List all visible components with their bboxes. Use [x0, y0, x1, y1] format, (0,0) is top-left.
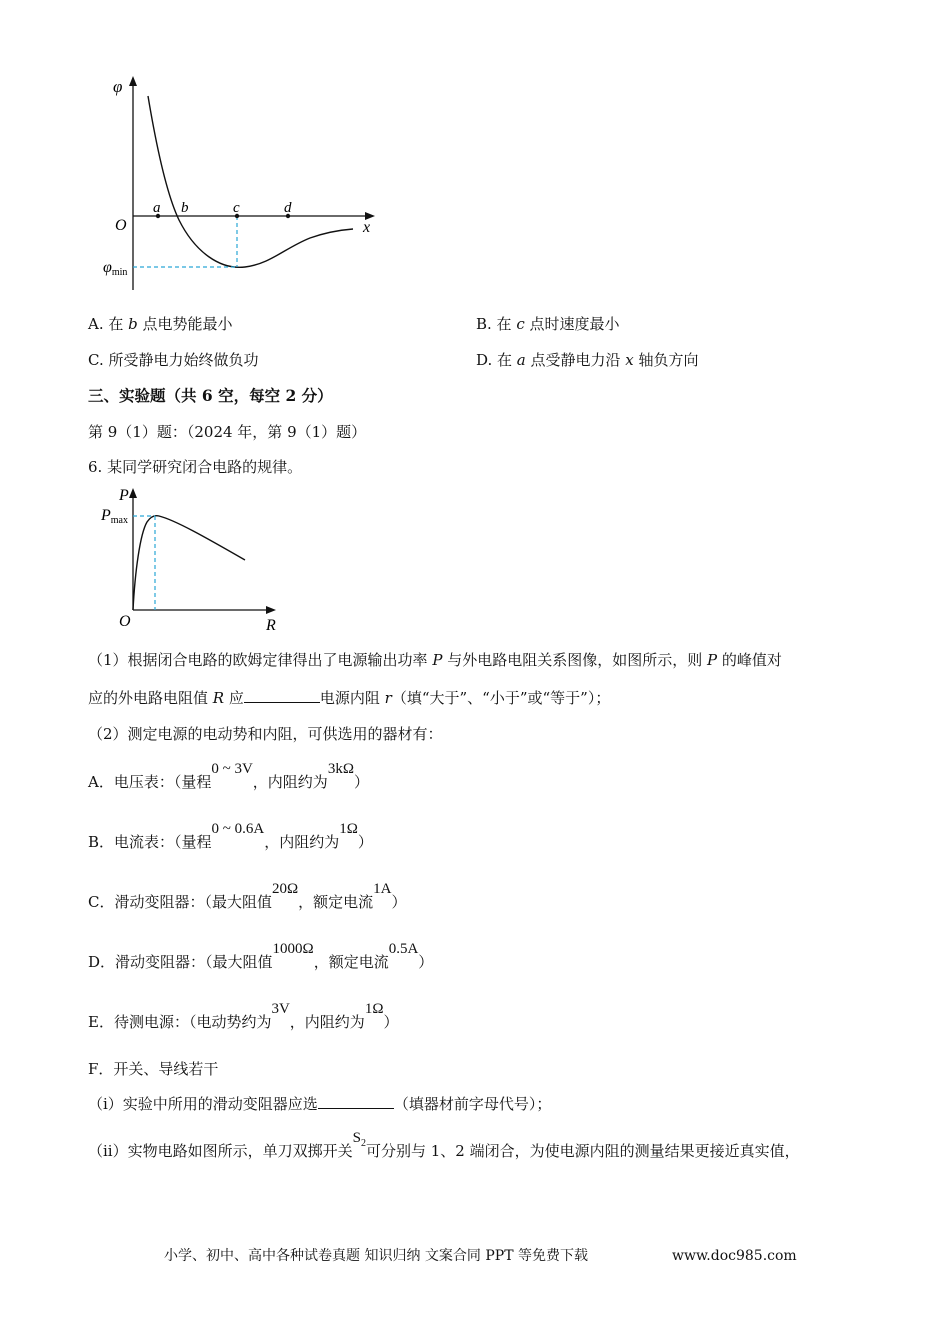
potential-graph	[95, 70, 395, 300]
graph2-x-label: R	[266, 617, 276, 634]
equipment-b: B．电流表：（量程0 ~ 0.6A，内阻约为1Ω）	[88, 821, 373, 851]
r-axis-arrow	[266, 606, 276, 614]
part1-line2: 应的外电路电阻值 R 应 电源内阻 r（填“大于”、“小于”或“等于”）；	[88, 689, 611, 707]
question-6-stem: 6. 某同学研究闭合电路的规律。	[88, 458, 303, 476]
equipment-e: E．待测电源：（电动势约为3V，内阻约为1Ω）	[88, 1001, 399, 1031]
part1-line1: （1）根据闭合电路的欧姆定律得出了电源输出功率 P 与外电路电阻关系图像，如图所示，则 P 的峰值对	[88, 651, 782, 669]
point-c-label: c	[233, 200, 240, 216]
part2-intro: （2）测定电源的电动势和内阻，可供选用的器材有：	[88, 725, 443, 743]
graph2-y-label: P	[119, 487, 129, 504]
equipment-d: D．滑动变阻器：（最大阻值1000Ω，额定电流0.5A）	[88, 941, 434, 971]
equipment-a: A．电压表：（量程0 ~ 3V，内阻约为3kΩ）	[88, 761, 369, 791]
option-d: D. 在 a 点受静电力沿 x 轴负方向	[476, 351, 699, 369]
footer-text: 小学、初中、高中各种试卷真题 知识归纳 文案合同 PPT 等免费下载	[164, 1248, 588, 1264]
option-c: C. 所受静电力始终做负功	[88, 351, 259, 369]
point-a-label: a	[153, 200, 161, 216]
point-d-label: d	[284, 200, 292, 216]
power-curve	[133, 516, 245, 610]
graph1-origin-label: O	[115, 217, 127, 234]
graph1-y-label: φ	[113, 77, 123, 96]
section-title: 三、实验题（共 6 空，每空 2 分）	[88, 386, 333, 405]
part2-i: （i）实验中所用的滑动变阻器应选 （填器材前字母代号）；	[88, 1095, 552, 1113]
footer-url[interactable]: www.doc985.com	[672, 1248, 797, 1264]
p-axis-arrow	[129, 488, 137, 498]
equipment-c: C．滑动变阻器：（最大阻值20Ω，额定电流1A）	[88, 881, 407, 911]
potential-curve	[148, 96, 353, 267]
graph1-x-label: x	[363, 219, 371, 236]
phimin-label: φmin	[103, 259, 128, 278]
graph2-origin-label: O	[119, 613, 131, 630]
option-a: A. 在 b 点电势能最小	[88, 315, 233, 333]
point-b-label: b	[181, 200, 189, 216]
question-source: 第 9（1）题：（2024 年，第 9（1）题）	[88, 423, 367, 441]
answer-blank-2[interactable]	[318, 1094, 394, 1109]
y-axis-arrow	[129, 76, 137, 86]
equipment-f: F．开关、导线若干	[88, 1060, 219, 1078]
power-graph	[95, 482, 295, 634]
pmax-label: Pmax	[101, 507, 128, 526]
part2-ii: （ii）实物电路如图所示，单刀双掷开关$S_2$可分别与 1、2 端闭合，为使电源内阻的测量结果更接近真实值，	[88, 1130, 800, 1160]
option-b: B. 在 c 点时速度最小	[476, 315, 620, 333]
answer-blank-1[interactable]	[244, 688, 320, 703]
